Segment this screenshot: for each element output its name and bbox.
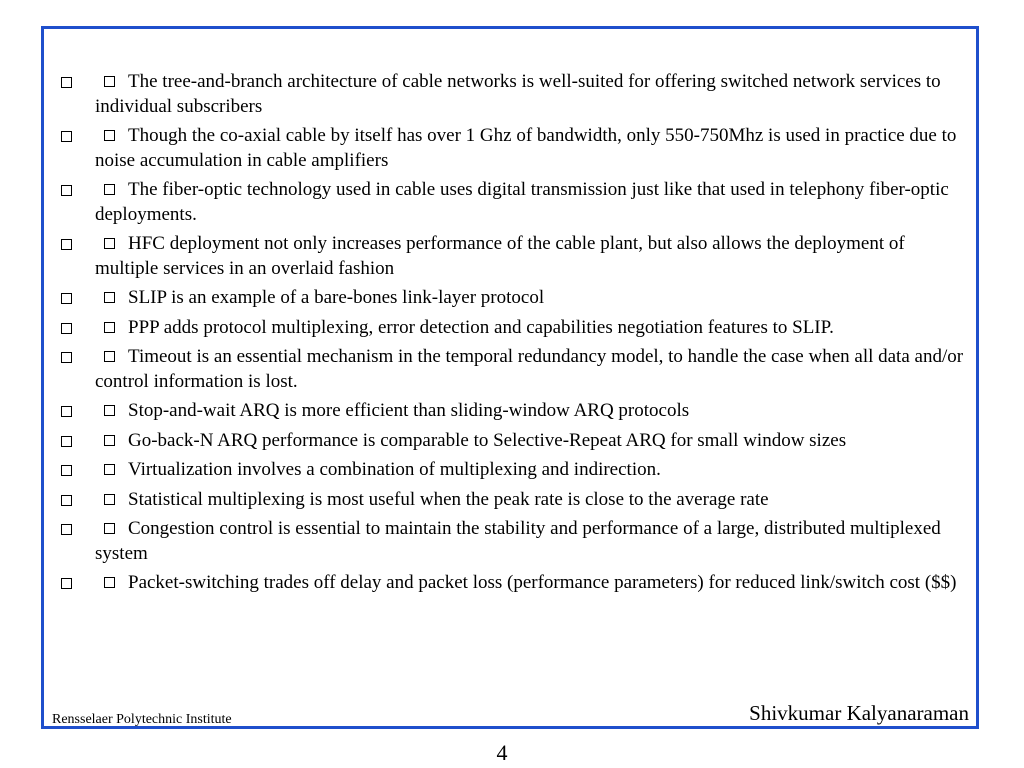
list-item <box>58 232 968 281</box>
checkbox-square-icon <box>104 238 115 249</box>
list-item <box>58 429 968 454</box>
bullet-text: SLIP is an example of a bare-bones link-layer protocol <box>128 287 545 308</box>
checkbox-square-icon <box>104 76 115 87</box>
footer-institution: Rensselaer Polytechnic Institute <box>52 712 232 727</box>
checkbox-square-icon <box>61 524 72 535</box>
footer-author: Shivkumar Kalyanaraman <box>749 701 969 725</box>
checkbox-square-icon <box>104 577 115 588</box>
bullet-text: Packet-switching trades off delay and packet loss (performance parameters) for reduced link/switch cost ($$) <box>128 572 957 593</box>
checkbox-square-icon <box>104 184 115 195</box>
bullet-text: Virtualization involves a combination of multiplexing and indirection. <box>128 459 661 480</box>
bullet-text: HFC deployment not only increases performance of the cable plant, but also allows the deployment of multiple services in an overlaid fashion <box>95 233 905 279</box>
checkbox-square-icon <box>104 405 115 416</box>
list-item <box>58 345 968 394</box>
bullet-text: The tree-and-branch architecture of cable networks is well-suited for offering switched network services to individual subscribers <box>95 71 941 117</box>
checkbox-square-icon <box>104 494 115 505</box>
list-item <box>58 316 968 341</box>
bullet-text: Go-back-N ARQ performance is comparable to Selective-Repeat ARQ for small window sizes <box>128 429 847 451</box>
checkbox-square-icon <box>61 352 72 363</box>
checkbox-square-icon <box>61 436 72 447</box>
checkbox-square-icon <box>104 435 115 446</box>
list-item <box>58 458 968 483</box>
checkbox-square-icon <box>104 351 115 362</box>
bullet-text: The fiber-optic technology used in cable uses digital transmission just like that used in telephony fiber-optic deployments. <box>95 179 949 225</box>
list-item <box>58 70 968 119</box>
bullet-list <box>58 70 968 601</box>
list-item <box>58 571 968 596</box>
checkbox-square-icon <box>104 523 115 534</box>
bullet-text: Stop-and-wait ARQ is more efficient than sliding-window ARQ protocols <box>128 400 690 421</box>
checkbox-square-icon <box>104 464 115 475</box>
checkbox-square-icon <box>104 130 115 141</box>
checkbox-square-icon <box>61 495 72 506</box>
checkbox-square-icon <box>61 465 72 476</box>
page-number: 4 <box>496 740 508 765</box>
bullet-text: Congestion control is essential to maintain the stability and performance of a large, distributed multiplexed system <box>95 518 941 564</box>
checkbox-square-icon <box>61 323 72 334</box>
list-item <box>58 399 968 424</box>
checkbox-square-icon <box>61 77 72 88</box>
checkbox-square-icon <box>61 131 72 142</box>
list-item <box>58 517 968 566</box>
list-item <box>58 488 968 513</box>
list-item <box>58 124 968 173</box>
checkbox-square-icon <box>104 292 115 303</box>
list-item <box>58 286 968 311</box>
checkbox-square-icon <box>104 322 115 333</box>
bullet-text: PPP adds protocol multiplexing, error detection and capabilities negotiation features to SLIP. <box>128 316 834 338</box>
checkbox-square-icon <box>61 239 72 250</box>
checkbox-square-icon <box>61 293 72 304</box>
list-item <box>58 178 968 227</box>
bullet-text: Statistical multiplexing is most useful when the peak rate is close to the average rate <box>128 488 769 510</box>
bullet-text: Though the co-axial cable by itself has over 1 Ghz of bandwidth, only 550-750Mhz is used in practice due to noise accumulation in cable amplifiers <box>95 125 957 171</box>
checkbox-square-icon <box>61 578 72 589</box>
checkbox-square-icon <box>61 406 72 417</box>
bullet-text: Timeout is an essential mechanism in the temporal redundancy model, to handle the case when all data and/or control information is lost. <box>95 346 964 392</box>
checkbox-square-icon <box>61 185 72 196</box>
